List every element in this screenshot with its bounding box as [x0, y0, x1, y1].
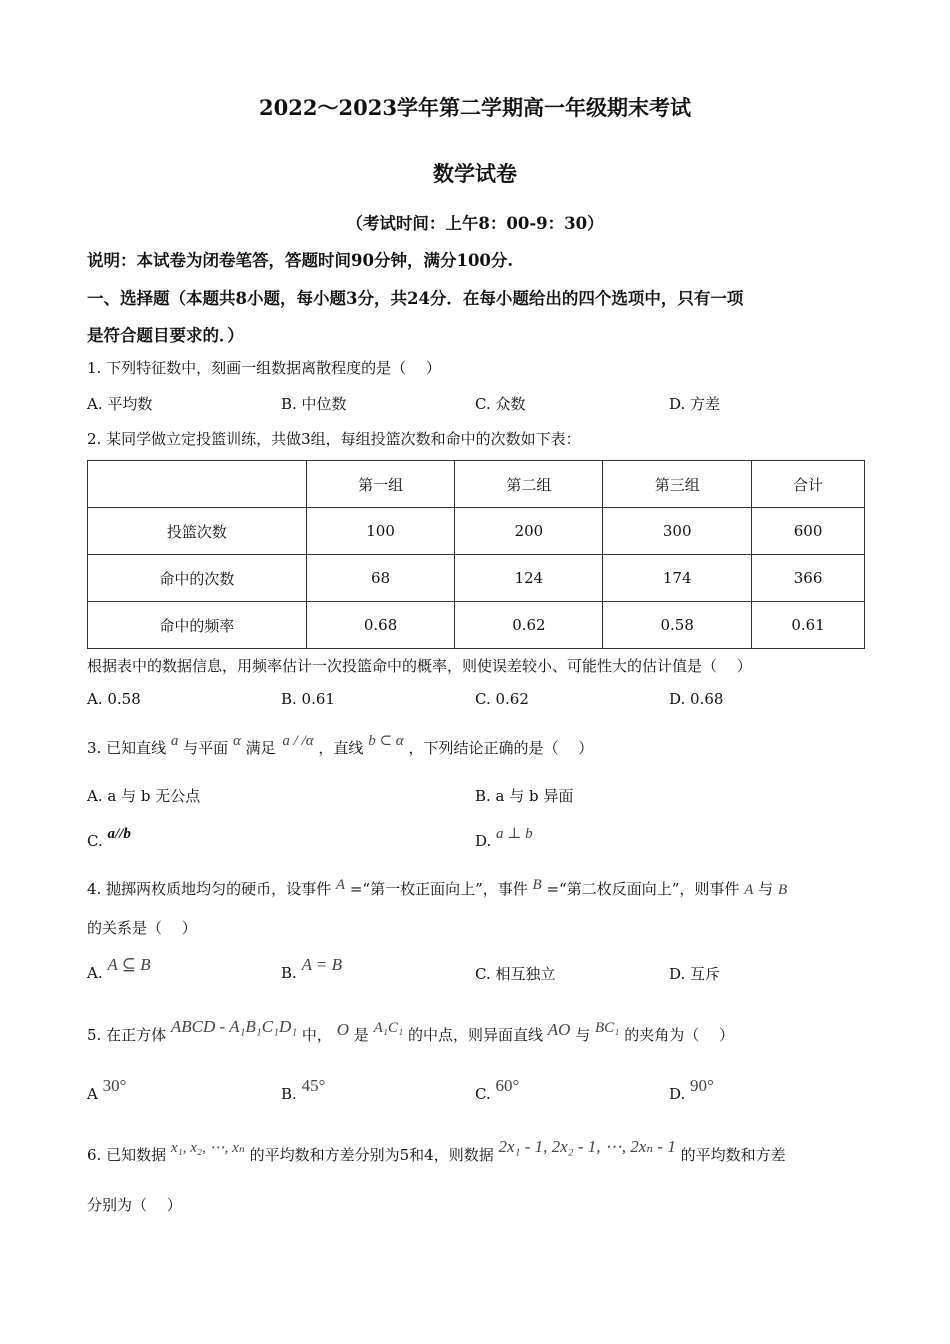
- q3-text: ，下列结论正确的是（ ）: [408, 739, 594, 757]
- q4-text: =“第一枚正面向上”，事件: [349, 880, 528, 898]
- q5-option-value: 90°: [690, 1076, 714, 1095]
- q3-line-a-math: a: [170, 733, 179, 749]
- q5-option-d: [669, 1076, 714, 1104]
- table-cell: 600: [752, 508, 865, 555]
- q3-parallel-condition-math: a / /α: [282, 733, 314, 749]
- q3-text: 3. 已知直线: [87, 739, 167, 757]
- table-cell: 124: [455, 555, 603, 602]
- question-1-stem: 1. 下列特征数中，刻画一组数据离散程度的是（ ）: [87, 359, 441, 377]
- q6-data-x-math: x₁, x₂, ⋯, xₙ: [170, 1140, 245, 1156]
- q5-option-value: 45°: [301, 1076, 326, 1095]
- table-header-cell: 合计: [752, 461, 865, 508]
- q5-text: 的夹角为（ ）: [624, 1026, 734, 1044]
- q5-option-value: 60°: [495, 1076, 520, 1095]
- table-header-cell: 第二组: [455, 461, 603, 508]
- question-4-stem-line2: 的关系是（ ）: [87, 919, 197, 937]
- q2-option-b: B. 0.61: [281, 690, 335, 708]
- q4-event-a-math: A: [335, 877, 346, 893]
- table-cell: 366: [752, 555, 865, 602]
- q3-option-c: [87, 826, 131, 851]
- exam-note: 说明：本试卷为闭卷笔答，答题时间90分钟，满分100分.: [87, 251, 514, 270]
- q6-text: 6. 已知数据: [87, 1146, 167, 1164]
- section-heading-line2: 是符合题目要求的．）: [87, 326, 244, 345]
- q5-option-value: 30°: [102, 1076, 127, 1095]
- q5-line-ao-math: AO: [547, 1020, 571, 1039]
- q4-option-b-math: A = B: [301, 955, 343, 974]
- q6-data-2x-math: 2x₁ - 1, 2x₂ - 1, ⋯, 2xₙ - 1: [498, 1137, 676, 1156]
- question-2-stem: 2. 某同学做立定投篮训练，共做3组，每组投篮次数和命中的次数如下表：: [87, 430, 581, 448]
- q2-option-a: A. 0.58: [87, 690, 141, 708]
- table-header-row: [88, 461, 865, 508]
- exam-subtitle: 数学试卷: [433, 161, 517, 186]
- q3-option-d-label: D.: [475, 832, 492, 850]
- q3-option-b: B. a 与 b 异面: [475, 787, 574, 805]
- table-cell: 0.58: [603, 602, 752, 649]
- q5-line-bc1-math: BC₁: [595, 1020, 620, 1036]
- table-cell: 命中的次数: [88, 555, 307, 602]
- q3-text: 满足: [245, 739, 276, 757]
- question-5-stem: [87, 1017, 734, 1045]
- q4-text: =“第二枚反面向上”，则事件: [546, 880, 740, 898]
- q5-option-label: C.: [475, 1085, 491, 1103]
- q1-option-c: C. 众数: [475, 395, 526, 413]
- q5-text: 是: [353, 1026, 369, 1044]
- table-cell: 0.62: [455, 602, 603, 649]
- table-cell: 投篮次数: [88, 508, 307, 555]
- q3-plane-alpha-math: α: [232, 733, 241, 749]
- q2-option-c: C. 0.62: [475, 690, 529, 708]
- q5-option-label: D.: [669, 1085, 686, 1103]
- q4-option-a: [87, 955, 151, 983]
- q4-option-d: D. 互斥: [669, 965, 721, 983]
- table-row: [88, 555, 865, 602]
- table-row: [88, 602, 865, 649]
- table-cell: 174: [603, 555, 752, 602]
- q3-text: 与平面: [183, 739, 229, 757]
- q3-text: ，直线: [318, 739, 364, 757]
- table-cell: 68: [306, 555, 455, 602]
- table-header-cell: [88, 461, 307, 508]
- q4-option-b: [281, 955, 343, 983]
- table-cell: 300: [603, 508, 752, 555]
- q3-option-a: A. a 与 b 无公点: [87, 787, 201, 805]
- table-cell: 0.68: [306, 602, 455, 649]
- table-cell: 命中的频率: [88, 602, 307, 649]
- table-row: [88, 508, 865, 555]
- q5-option-label: B.: [281, 1085, 297, 1103]
- q5-option-label: A: [87, 1085, 98, 1103]
- q3-option-c-math: a//b: [107, 826, 131, 842]
- exam-time: （考试时间：上午8：00-9：30）: [346, 214, 604, 233]
- q4-option-c: C. 相互独立: [475, 965, 556, 983]
- section-heading-line1: 一、选择题（本题共8小题，每小题3分，共24分．在每小题给出的四个选项中，只有一项: [87, 289, 744, 308]
- q5-text: 5. 在正方体: [87, 1026, 167, 1044]
- q5-text: 与: [575, 1026, 591, 1044]
- q4-text: 4. 抛掷两枚质地均匀的硬币，设事件: [87, 880, 332, 898]
- q1-option-b: B. 中位数: [281, 395, 347, 413]
- q4-event-b-math: B: [532, 877, 542, 893]
- q5-point-o-math: O: [336, 1020, 349, 1039]
- q5-option-b: [281, 1076, 326, 1104]
- q5-option-c: [475, 1076, 520, 1104]
- q5-text: 中，: [301, 1026, 332, 1044]
- q3-option-c-label: C.: [87, 832, 103, 850]
- question-3-stem: [87, 733, 594, 758]
- shooting-table: [87, 460, 865, 649]
- q4-option-a-math: A ⊆ B: [107, 955, 151, 974]
- question-4-stem-line1: [87, 878, 787, 899]
- question-6-stem-line2: 分别为（ ）: [87, 1196, 182, 1214]
- q4-text: 与: [758, 880, 774, 898]
- q1-option-d: D. 方差: [669, 395, 721, 413]
- q5-segment-a1c1-math: A₁C₁: [373, 1020, 404, 1036]
- q5-option-a: [87, 1076, 127, 1104]
- question-6-stem: [87, 1137, 786, 1165]
- table-cell: 0.61: [752, 602, 865, 649]
- q6-text: 的平均数和方差分别为5和4，则数据: [249, 1146, 494, 1164]
- q2-option-d: D. 0.68: [669, 690, 724, 708]
- q4-option-a-label: A.: [87, 964, 103, 982]
- table-cell: 100: [306, 508, 455, 555]
- table-header-cell: 第一组: [306, 461, 455, 508]
- q6-text: 的平均数和方差: [680, 1146, 786, 1164]
- q4-event-b-math: B: [777, 882, 788, 898]
- q3-option-d-math: a ⊥ b: [496, 826, 533, 842]
- q5-cube-math: ABCD - A₁B₁C₁D₁: [170, 1017, 298, 1036]
- q4-event-a-math: A: [744, 882, 754, 898]
- table-cell: 200: [455, 508, 603, 555]
- table-header-cell: 第三组: [603, 461, 752, 508]
- exam-title: 2022～2023学年第二学期高一年级期末考试: [259, 95, 691, 120]
- q4-option-b-label: B.: [281, 964, 297, 982]
- q3-subset-condition-math: b ⊂ α: [368, 733, 404, 749]
- q1-option-a: A. 平均数: [87, 395, 153, 413]
- q3-option-d: [475, 826, 533, 851]
- question-2-followup: 根据表中的数据信息，用频率估计一次投篮命中的概率，则使误差较小、可能性大的估计值是（ ）: [87, 657, 752, 675]
- q5-text: 的中点，则异面直线: [407, 1026, 543, 1044]
